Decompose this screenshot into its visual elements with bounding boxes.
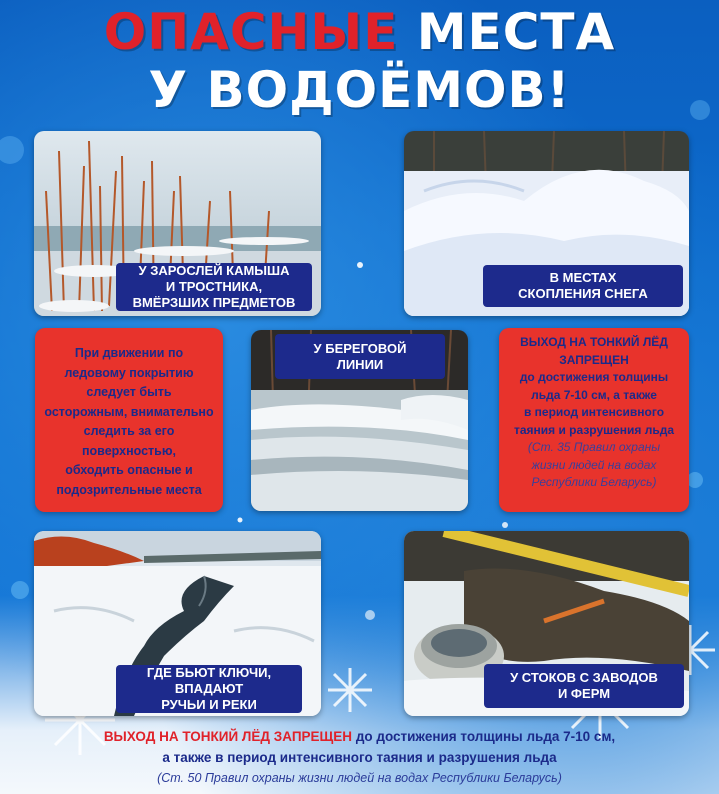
caption-shore-line: ЛИНИИ [336,356,384,372]
title-red-word: ОПАСНЫЕ [103,3,399,61]
caption-drains-line: У СТОКОВ С ЗАВОДОВ [510,670,658,685]
caption-snow-line: СКОПЛЕНИЯ СНЕГА [518,286,648,301]
caption-shore-line: У БЕРЕГОВОЙ [313,340,407,356]
caption-reeds [116,263,312,311]
caption-reeds-line: ВМЁРЗШИХ ПРЕДМЕТОВ [132,295,296,310]
photo-drains [404,531,689,716]
bottom-warning-rest: до достижения толщины льда 7-10 см, [352,729,616,744]
title-line-1 [0,4,719,60]
bottom-warning-line-3: (Ст. 50 Правил охраны жизни людей на водах Республики Беларусь) [157,771,562,785]
caption-reeds-line: У ЗАРОСЛЕЙ КАМЫША [138,263,290,278]
photo-springs [34,531,321,716]
caution-line: обходить опасные и [65,463,193,477]
caption-drains-line: И ФЕРМ [557,686,611,701]
caption-drains [484,664,684,708]
title-white-word: МЕСТА [416,3,616,61]
caution-line: следить за его [83,424,175,438]
caption-shore [275,334,445,379]
caution-line: ледовому покрытию [64,365,194,380]
photo-snow [404,131,689,316]
thin-ice-head: ВЫХОД НА ТОНКИЙ ЛЁД [520,335,668,349]
caption-springs-line: РУЧЬИ И РЕКИ [161,697,257,712]
thin-ice-note: Республики Беларусь) [531,475,657,489]
bottom-warning-line-1 [0,729,719,744]
thin-ice-body: льда 7-10 см, а также [531,387,657,402]
thin-ice-body: таяния и разрушения льда [513,422,675,437]
thin-ice-note: (Ст. 35 Правил охраны [527,440,661,454]
caution-line: следует быть [86,385,172,399]
caption-reeds-line: И ТРОСТНИКА, [165,279,263,294]
info-box-thin-ice [499,328,689,512]
caption-snow [483,265,683,307]
title-line-2: У ВОДОЁМОВ! [148,61,571,119]
bottom-warning-line-2: а также в период интенсивного таяния и разрушения льда [162,750,557,765]
info-box-caution [35,328,223,512]
caption-springs-line: ГДЕ БЬЮТ КЛЮЧИ, [146,665,272,680]
thin-ice-head: ЗАПРЕЩЕН [559,352,629,367]
caution-line: подозрительные места [56,482,202,497]
photo-shore [251,330,468,511]
caption-snow-line: В МЕСТАХ [549,270,617,285]
caution-line: При движении по [74,346,184,360]
thin-ice-body: до достижения толщины [519,370,669,384]
caution-line: поверхностью, [81,443,176,458]
photo-reeds [34,131,321,316]
caution-line: осторожным, внимательно [44,404,214,419]
bottom-warning-red: ВЫХОД НА ТОНКИЙ ЛЁД ЗАПРЕЩЕН [103,729,353,744]
caption-springs-line: ВПАДАЮТ [174,681,244,696]
caption-springs [116,665,302,713]
thin-ice-note: жизни людей на водах [531,457,657,472]
thin-ice-body: в период интенсивного [523,405,665,419]
